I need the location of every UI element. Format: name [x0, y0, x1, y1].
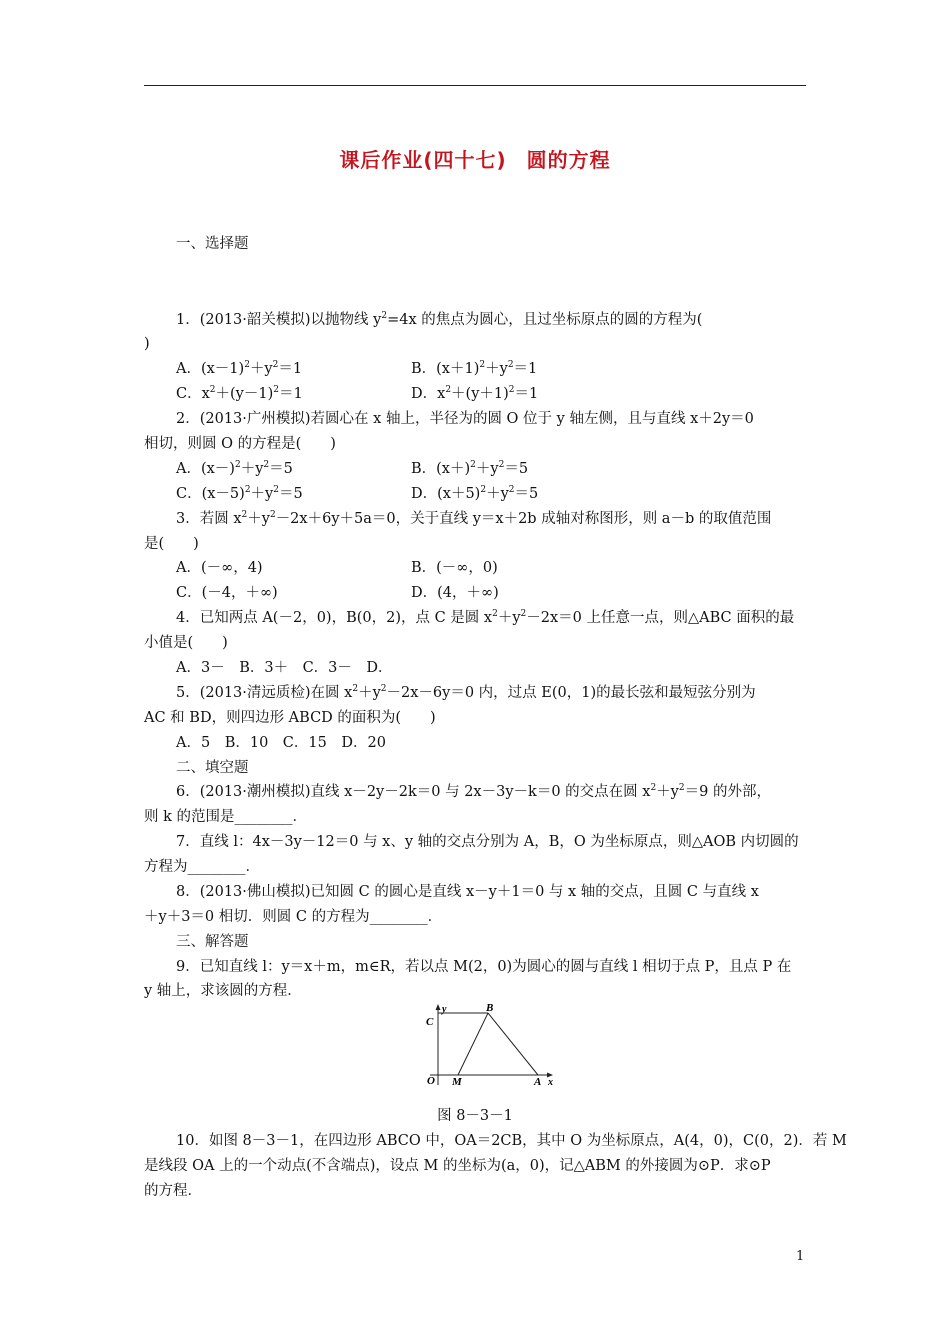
- question-7-stem-2: 方程为________．: [144, 859, 260, 875]
- question-2-option-d: D．$(x+5)^2+y^2=5$: [411, 485, 539, 502]
- header-rule: [144, 85, 806, 86]
- quadrilateral-figure: [422, 1003, 562, 1088]
- question-9-stem-2: y 轴上，求该圆的方程．: [144, 983, 302, 999]
- figure-label-y: y: [442, 1004, 447, 1015]
- figure-label-x: x: [548, 1077, 553, 1088]
- question-5-stem-2: AC 和 BD，则四边形 ABCD 的面积为( ): [144, 710, 436, 726]
- question-8-stem: 8．(2013·佛山模拟)已知圆 C 的圆心是直线 x－y＋1＝0 与 x 轴的交点，且圆 C 与直线 x: [176, 884, 759, 900]
- question-10-stem: 10．如图 8－3－1，在四边形 ABCO 中，OA＝2CB，其中 O 为坐标原点，A(4，0)，C(0，2)．若 M: [176, 1133, 847, 1149]
- figure-label-a: A: [534, 1076, 542, 1088]
- question-4-stem: 4．已知两点 A(－2，0)，B(0，2)，点 C 是圆 $x^2+y^2-2x=0$ 上任意一点，则△ABC 面积的最: [176, 609, 795, 626]
- question-10-stem-3: 的方程．: [144, 1183, 202, 1199]
- question-2-option-a: A．$(x-)^2+y^2=5$: [176, 460, 293, 477]
- question-3-option-d: D．(4，＋∞): [411, 585, 499, 601]
- question-4-options: A．3－ B．3＋ C．3－ D．: [176, 660, 393, 676]
- section-heading-fill: 二、填空题: [176, 760, 249, 776]
- section-heading-solve: 三、解答题: [176, 934, 249, 950]
- question-2-stem: 2．(2013·广州模拟)若圆心在 x 轴上，半径为的圆 O 位于 y 轴左侧，且与直线 x＋2y＝0: [176, 411, 754, 427]
- question-1-option-b: B．$(x+1)^2+y^2=1$: [411, 360, 538, 377]
- question-8-stem-2: ＋y＋3＝0 相切．则圆 C 的方程为________．: [144, 909, 443, 925]
- question-9-stem: 9．已知直线 l：y＝x＋m，m∈R，若以点 M(2，0)为圆心的圆与直线 l 相切于点 P，且点 P 在: [176, 959, 792, 975]
- question-4-stem-2: 小值是( ): [144, 635, 228, 651]
- question-10-stem-2: 是线段 OA 上的一个动点(不含端点)，设点 M 的坐标为(a，0)，记△ABM 的外接圆为⊙P．求⊙P: [144, 1158, 771, 1174]
- question-1-option-a: A．$(x-1)^2+y^2=1$: [176, 360, 303, 377]
- section-heading-choice: 一、选择题: [176, 236, 249, 252]
- question-1-stem: 1．(2013·韶关模拟)以抛物线 $y^2=4x$ 的焦点为圆心，且过坐标原点的圆的方程为(: [176, 311, 703, 328]
- figure-label-o: O: [427, 1075, 435, 1087]
- question-3-option-c: C．(－4，＋∞): [176, 585, 278, 601]
- question-1-stem-end: ): [144, 336, 150, 352]
- question-7-stem: 7．直线 l：4x－3y－12＝0 与 x、y 轴的交点分别为 A，B，O 为坐标原点，则△AOB 内切圆的: [176, 834, 799, 850]
- figure-label-m: M: [452, 1076, 462, 1088]
- page-number: 1: [796, 1249, 805, 1264]
- question-6-stem: 6．(2013·潮州模拟)直线 x－2y－2k＝0 与 2x－3y－k＝0 的交点在圆 $x^2+y^2=9$ 的外部，: [176, 783, 771, 800]
- question-2-option-c: C．$(x-5)^2+y^2=5$: [176, 485, 303, 502]
- question-2-stem-2: 相切，则圆 O 的方程是( ): [144, 436, 336, 452]
- title-main: 课后作业(四十七): [339, 148, 507, 172]
- question-3-option-b: B．(－∞，0): [411, 560, 498, 576]
- question-1-option-c: C．$x^2+(y-1)^2=1$: [176, 385, 303, 402]
- figure-label-c: C: [426, 1016, 434, 1028]
- page-title: [0, 144, 950, 173]
- question-2-option-b: B．$(x+)^2+y^2=5$: [411, 460, 529, 477]
- question-5-stem: 5．(2013·清远质检)在圆 $x^2+y^2-2x-6y=0$ 内，过点 E(0，1)的最长弦和最短弦分别为: [176, 684, 756, 701]
- question-3-stem-2: 是( ): [144, 536, 199, 552]
- question-3-stem: 3．若圆 $x^2+y^2-2x+6y+5a=0$，关于直线 y＝x＋2b 成轴对称图形，则 a－b 的取值范围: [176, 510, 772, 527]
- question-5-options: A．5 B．10 C．15 D．20: [176, 735, 386, 751]
- figure-label-b: B: [486, 1003, 494, 1014]
- figure-caption: 图 8－3－1: [437, 1108, 513, 1124]
- question-1-option-d: D．$x^2+(y+1)^2=1$: [411, 385, 539, 402]
- question-6-stem-2: 则 k 的范围是________．: [144, 809, 308, 825]
- title-sub: 圆的方程: [526, 148, 611, 172]
- question-3-option-a: A．(－∞，4): [176, 560, 263, 576]
